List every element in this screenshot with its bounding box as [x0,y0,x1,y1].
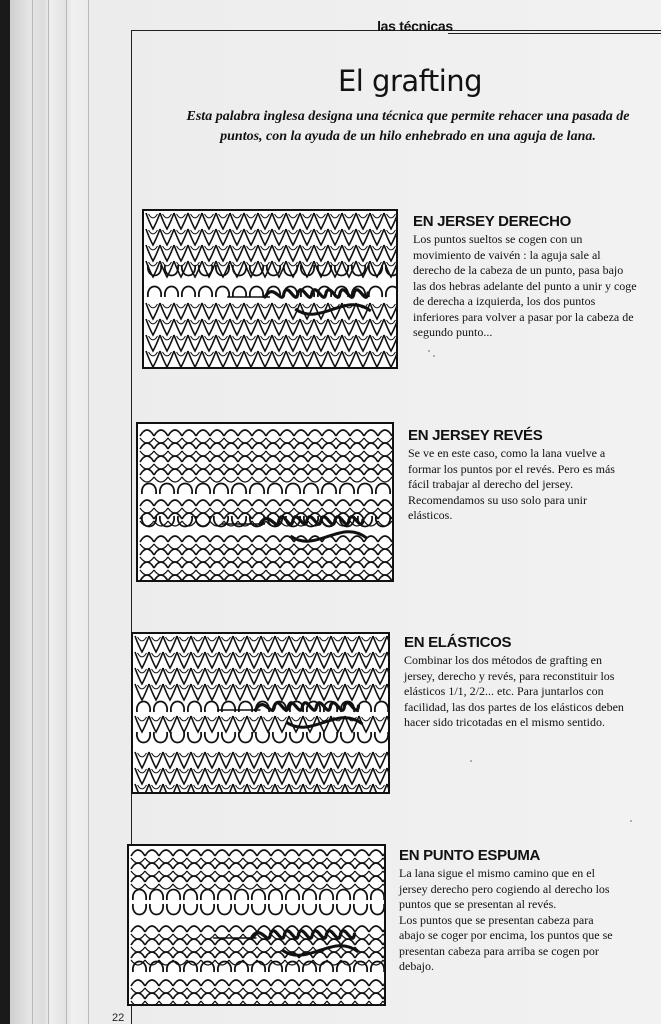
intro-line-2: puntos, con la ayuda de un hilo enhebrado en una aguja de lana. [220,129,596,144]
header-rule [448,33,661,34]
section-title-elasticos: EN ELÁSTICOS [404,634,512,651]
section-body-elasticos: Combinar los dos métodos de grafting en jersey, derecho y revés, para reconstituir los elásticos 1/1, 2/2... etc. Para juntarlos con facilidad, las dos partes de los elásticos deben hacer sido tricotadas en el mismo sentido. [404,653,624,729]
illustration-jersey-derecho [142,209,398,369]
section-title-jersey-reves: EN JERSEY REVÉS [408,427,543,444]
intro-text [148,107,661,147]
section-body-jersey-derecho: Los puntos sueltos se cogen con un movimiento de vaivén : la aguja sale al derecho de la cabeza de un punto, pasa bajo las dos hebras adelante del punto a unir y coge de derecha a izquierda, los dos puntos inferiores para volver a pasar por la cabeza de segundo punto... [413,232,637,339]
illustration-jersey-reves [136,422,394,582]
section-title-jersey-derecho: EN JERSEY DERECHO [413,213,572,230]
illustration-elasticos [131,632,390,794]
section-body-jersey-reves: Se ve en este caso, como la lana vuelve a formar los puntos por el revés. Pero es más fácil trabajar al derecho del jersey. Recomendamos su uso solo para unir elásticos. [408,446,615,522]
section-body-punto-espuma: La lana sigue el mismo camino que en el jersey derecho pero cogiendo al derecho los puntos que se presentan al revés. Los puntos que se presentan cabeza para abajo se coger por encima, los puntos que se presentan cabeza para arriba se cogen por debajo. [399,866,613,973]
illustration-punto-espuma [127,844,386,1006]
page-number: 22 [112,1012,125,1024]
intro-line-1: Esta palabra inglesa designa una técnica que permite rehacer una pasada de [186,109,630,124]
section-title-punto-espuma: EN PUNTO ESPUMA [399,847,541,864]
page-title: El grafting [337,64,483,98]
section-header-label: las técnicas [377,18,453,34]
